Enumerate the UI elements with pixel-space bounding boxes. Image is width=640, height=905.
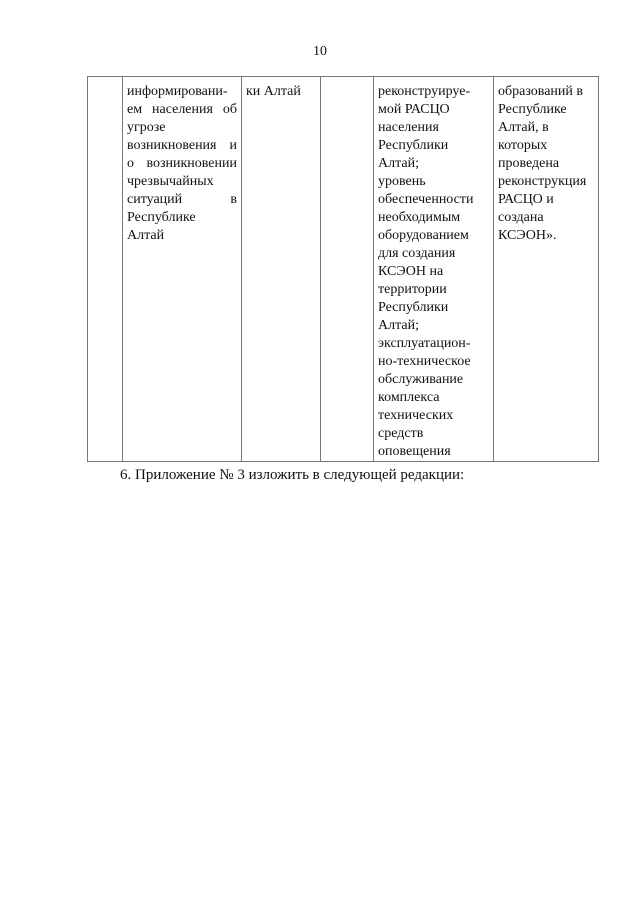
- cell-text-line: Алтай, в: [498, 120, 549, 135]
- table-cell-indicators: [374, 77, 494, 462]
- cell-text-line: угрозе: [127, 120, 166, 135]
- cell-text-line: но-техническое: [378, 354, 471, 369]
- table-cell-result: [494, 77, 599, 462]
- cell-text-line: ситуаций в: [127, 192, 237, 207]
- cell-text-line: обслуживание: [378, 372, 464, 387]
- table-cell-period: [321, 77, 374, 462]
- cell-text-line: о возникновении: [127, 156, 237, 171]
- cell-text-line: необходимым: [378, 210, 461, 225]
- cell-text-line: информировани-: [127, 84, 228, 99]
- cell-text-line: эксплуатацион-: [378, 336, 471, 351]
- cell-text-line: Алтай: [127, 228, 165, 243]
- cell-text-line: комплекса: [378, 390, 440, 405]
- cell-text-line: Республики: [378, 138, 449, 153]
- cell-text-line: создана: [498, 210, 544, 225]
- cell-text-line: реконструируе-: [378, 84, 471, 99]
- cell-text-line: уровень: [378, 174, 426, 189]
- cell-text-line: проведена: [498, 156, 560, 171]
- cell-text-line: КСЭОН на: [378, 264, 444, 279]
- body-paragraph: 6. Приложение № 3 изложить в следующей редакции:: [120, 467, 465, 483]
- cell-text-line: Республике: [127, 210, 196, 225]
- document-table: [87, 76, 599, 462]
- cell-text-line: возникновения и: [127, 138, 237, 153]
- cell-text-line: территории: [378, 282, 447, 297]
- cell-text-line: средств: [378, 426, 424, 441]
- table-cell-number: [88, 77, 123, 462]
- cell-text-line: которых: [498, 138, 548, 153]
- cell-text-line: Республики: [378, 300, 449, 315]
- cell-text-line: ем населения об: [127, 102, 237, 117]
- cell-text-line: Республике: [498, 102, 567, 117]
- cell-text-line: мой РАСЦО: [378, 102, 450, 117]
- cell-text-line: реконструкция: [498, 174, 587, 189]
- table-cell-executor: [242, 77, 321, 462]
- table-row: [88, 77, 599, 462]
- cell-text-line: оповещения: [378, 444, 451, 459]
- cell-text-line: Алтай;: [378, 318, 419, 333]
- cell-text-line: оборудованием: [378, 228, 469, 243]
- cell-text-line: обеспеченности: [378, 192, 474, 207]
- cell-text-line: для создания: [378, 246, 456, 261]
- cell-text-line: Алтай;: [378, 156, 419, 171]
- table-cell-description: [123, 77, 242, 462]
- cell-text-line: населения: [378, 120, 439, 135]
- cell-text-line: РАСЦО и: [498, 192, 554, 207]
- page-number: 10: [313, 44, 327, 59]
- cell-text-line: технических: [378, 408, 454, 423]
- cell-text-line: ки Алтай: [246, 84, 301, 99]
- cell-text-line: образований в: [498, 84, 584, 99]
- cell-text-line: чрезвычайных: [127, 174, 214, 189]
- cell-text-line: КСЭОН».: [498, 228, 557, 243]
